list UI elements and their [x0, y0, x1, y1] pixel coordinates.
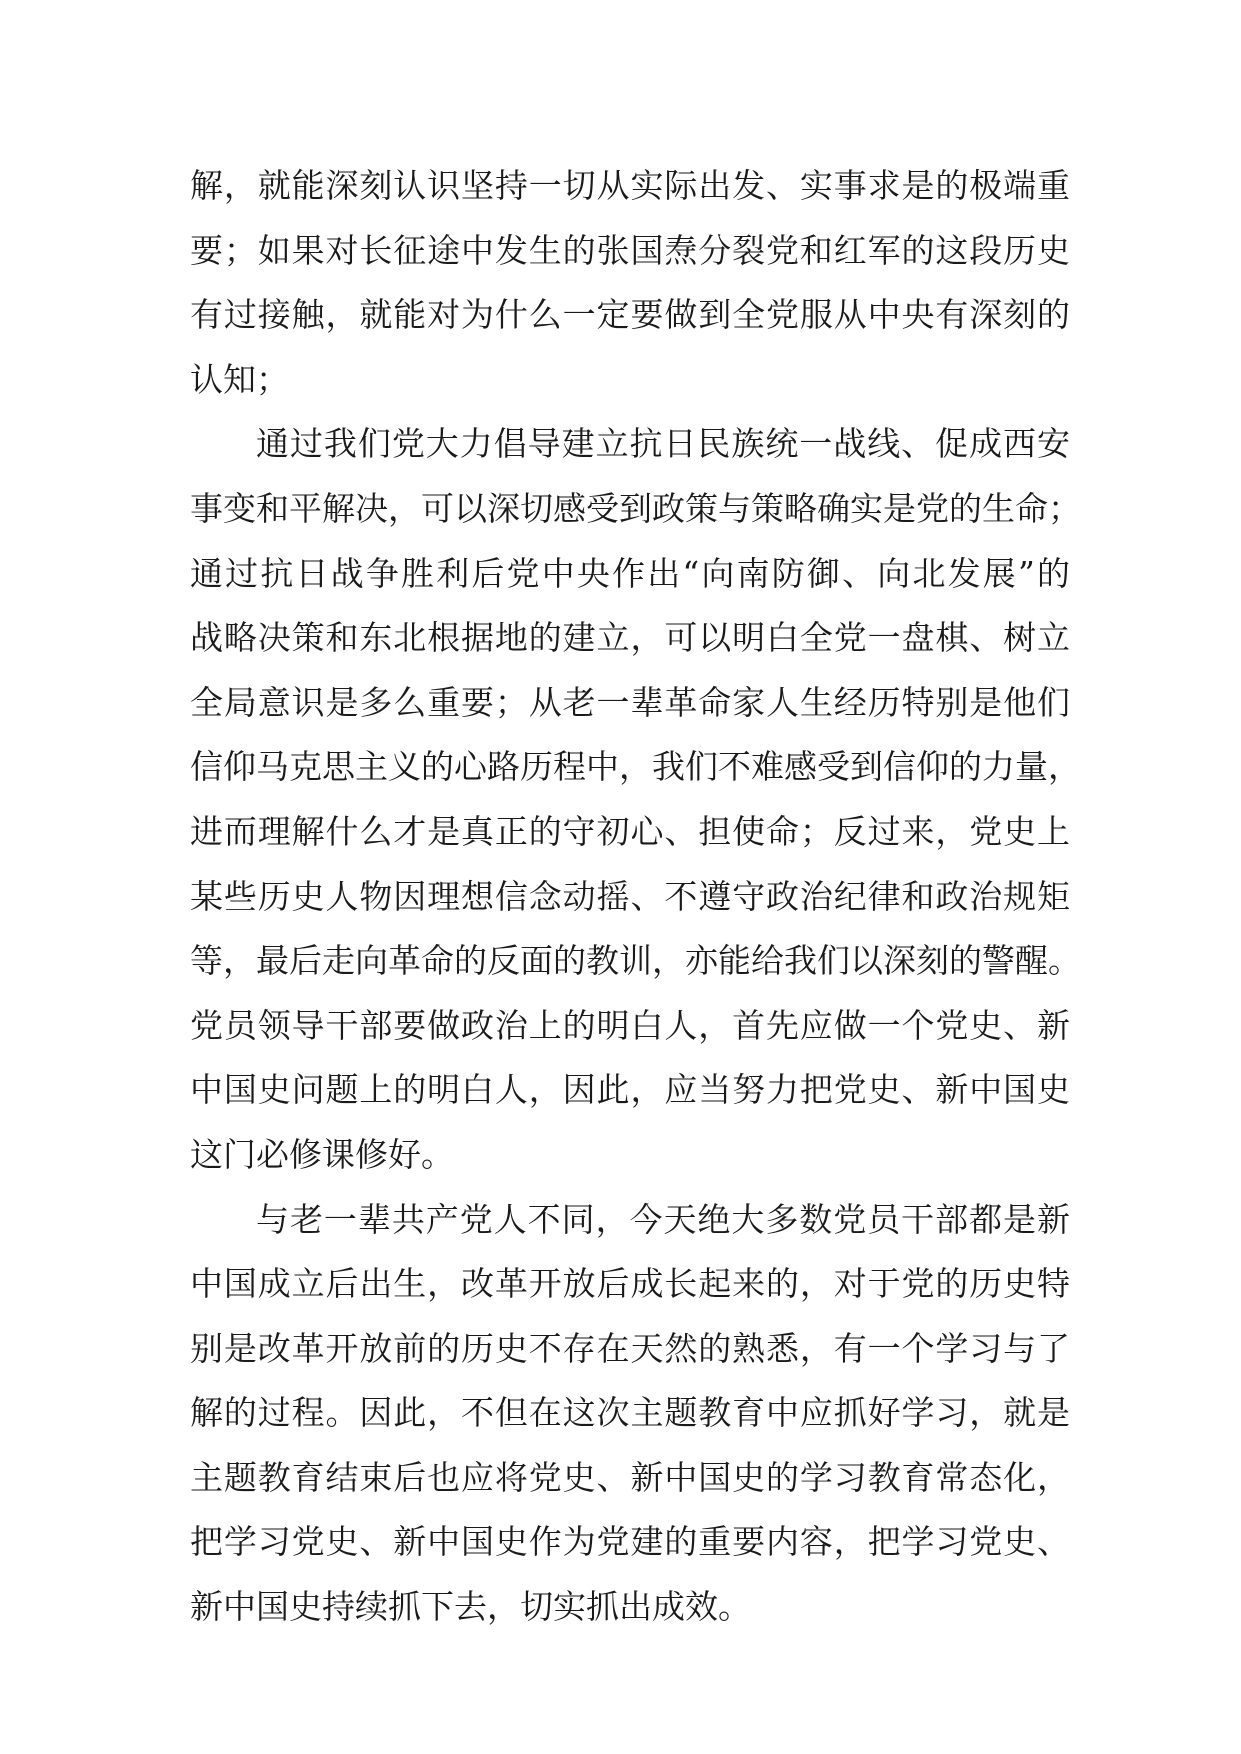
text-line: 通过我们党大力倡导建立抗日民族统一战线、促成西安	[256, 424, 1070, 464]
text-line: 进而理解什么才是真正的守初心、担使命；反过来，党史上	[190, 811, 1070, 851]
text-line: 与老一辈共产党人不同，今天绝大多数党员干部都是新	[256, 1199, 1070, 1239]
text-line: 这门必修课修好。	[190, 1134, 454, 1174]
text-line: 解的过程。因此，不但在这次主题教育中应抓好学习，就是	[190, 1393, 1070, 1433]
text-line: 把学习党史、新中国史作为党建的重要内容，把学习党史、	[190, 1522, 1070, 1562]
text-line: 中国成立后出生，改革开放后成长起来的，对于党的历史特	[190, 1264, 1070, 1304]
text-line: 中国史问题上的明白人，因此，应当努力把党史、新中国史	[190, 1070, 1070, 1110]
paragraph-2	[190, 412, 1081, 1187]
text-line: 战略决策和东北根据地的建立，可以明白全党一盘棋、树立	[190, 618, 1070, 658]
text-line: 新中国史持续抓下去，切实抓出成效。	[190, 1587, 751, 1627]
text-line: 等，最后走向革命的反面的教训，亦能给我们以深刻的警醒。	[190, 941, 1081, 981]
text-line: 别是改革开放前的历史不存在天然的熟悉，有一个学习与了	[190, 1328, 1070, 1368]
text-line: 某些历史人物因理想信念动摇、不遵守政治纪律和政治规矩	[190, 876, 1070, 916]
paragraph-3	[190, 1188, 1070, 1640]
paragraph-1	[190, 154, 1070, 412]
text-line: 全局意识是多么重要；从老一辈革命家人生经历特别是他们	[190, 682, 1070, 722]
text-line: 主题教育结束后也应将党史、新中国史的学习教育常态化，	[190, 1457, 1070, 1497]
text-line: 有过接触，就能对为什么一定要做到全党服从中央有深刻的	[190, 295, 1070, 335]
text-line: 解，就能深刻认识坚持一切从实际出发、实事求是的极端重	[190, 166, 1070, 205]
text-line: 事变和平解决，可以深切感受到政策与策略确实是党的生命；	[190, 488, 1081, 528]
text-line: 要；如果对长征途中发生的张国焘分裂党和红军的这段历史	[190, 230, 1070, 270]
text-line: 信仰马克思主义的心路历程中，我们不难感受到信仰的力量，	[190, 747, 1081, 787]
document-body	[190, 154, 1081, 1640]
text-line: 认知；	[190, 359, 289, 399]
text-line: 党员领导干部要做政治上的明白人，首先应做一个党史、新	[190, 1005, 1070, 1045]
text-line: 通过抗日战争胜利后党中央作出“向南防御、向北发展”的	[190, 553, 1070, 593]
